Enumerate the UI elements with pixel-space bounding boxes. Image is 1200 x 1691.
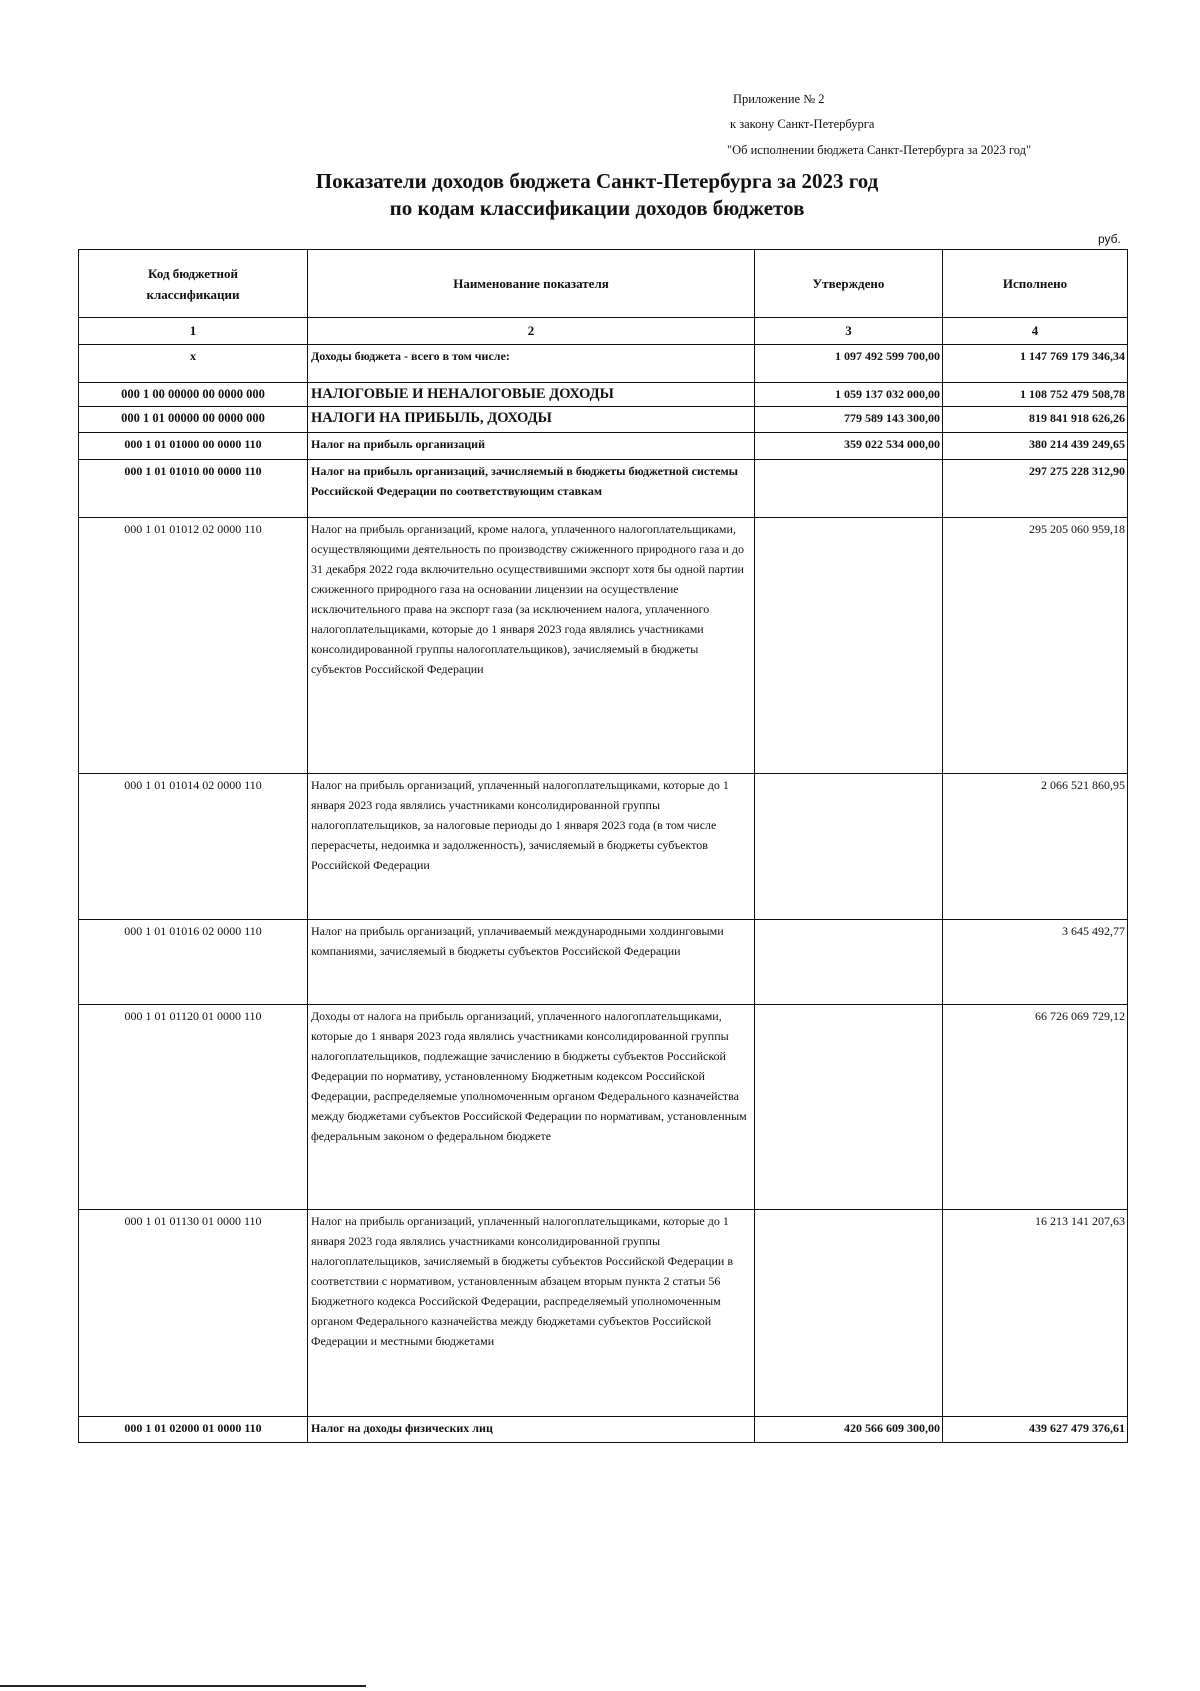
- row-name: Налог на прибыль организаций, уплаченный налогоплательщиками, которые до 1 января 2023 года являлись участниками консолидированной группы налогоплательщиков, зачисляемый в бюджеты субъектов Российской Федерации в соответствии с нормативом, установленным абзацем вторым пункта 2 статьи 56 Бюджетного кодекса Российской Федерации, распределяемый уполномоченным органом Федерального казначейства между бюджетами субъектов Российской Федерации и местными бюджетами: [308, 1210, 755, 1417]
- column-number-row: [79, 318, 1128, 345]
- appendix-law-title: "Об исполнении бюджета Санкт-Петербурга за 2023 год": [727, 143, 1032, 157]
- table-row: [79, 345, 1128, 383]
- row-approved: 779 589 143 300,00: [755, 407, 943, 433]
- appendix-law-ref: к закону Санкт-Петербурга: [730, 117, 875, 131]
- table-row: [79, 460, 1128, 518]
- row-code: 000 1 00 00000 00 0000 000: [79, 383, 308, 407]
- row-code: 000 1 01 02000 01 0000 110: [79, 1417, 308, 1443]
- table-row: [79, 1210, 1128, 1417]
- row-name: Доходы от налога на прибыль организаций, уплаченного налогоплательщиками, которые до 1 января 2023 года являлись участниками консолидированной группы налогоплательщиков, подлежащие зачислению в бюджеты субъектов Российской Федерации по нормативу, установленному Бюджетным кодексом Российской Федерации, распределяемые уполномоченным органом Федерального казначейства между бюджетами субъектов Российской Федерации по нормативам, установленным федеральным законом о федеральном бюджете: [308, 1005, 755, 1210]
- row-approved: 420 566 609 300,00: [755, 1417, 943, 1443]
- row-approved: 1 097 492 599 700,00: [755, 345, 943, 383]
- row-name: Доходы бюджета - всего в том числе:: [308, 345, 755, 383]
- table-row: [79, 383, 1128, 407]
- row-executed: 66 726 069 729,12: [943, 1005, 1128, 1210]
- header-executed: Исполнено: [943, 250, 1128, 318]
- table-row: [79, 774, 1128, 920]
- row-approved: 359 022 534 000,00: [755, 433, 943, 460]
- column-number: 2: [308, 318, 755, 345]
- row-code: 000 1 01 01130 01 0000 110: [79, 1210, 308, 1417]
- row-name: Налог на прибыль организаций, уплачиваемый международными холдинговыми компаниями, зачисляемый в бюджеты субъектов Российской Федерации: [308, 920, 755, 1005]
- row-approved: [755, 920, 943, 1005]
- header-name: Наименование показателя: [308, 250, 755, 318]
- table-row: [79, 920, 1128, 1005]
- row-code: 000 1 01 01120 01 0000 110: [79, 1005, 308, 1210]
- row-code: 000 1 01 01012 02 0000 110: [79, 518, 308, 774]
- row-approved: [755, 774, 943, 920]
- row-name: Налог на прибыль организаций: [308, 433, 755, 460]
- row-name: НАЛОГОВЫЕ И НЕНАЛОГОВЫЕ ДОХОДЫ: [308, 383, 755, 407]
- table-row: [79, 433, 1128, 460]
- row-name: Налог на прибыль организаций, кроме налога, уплаченного налогоплательщиками, осуществляющими деятельность по производству сжиженного природного газа и до 31 декабря 2022 года включительно осуществившими экспорт хотя бы одной партии сжиженного природного газа на основании лицензии на осуществление исключительного права на экспорт газа (за исключением налога, уплаченного налогоплательщиками, которые до 1 января 2023 года являлись участниками консолидированной группы налогоплательщиков), зачисляемый в бюджеты субъектов Российской Федерации: [308, 518, 755, 774]
- row-name: Налог на прибыль организаций, зачисляемый в бюджеты бюджетной системы Российской Федерации по соответствующим ставкам: [308, 460, 755, 518]
- row-name: НАЛОГИ НА ПРИБЫЛЬ, ДОХОДЫ: [308, 407, 755, 433]
- table-row: [79, 1417, 1128, 1443]
- row-executed: 1 108 752 479 508,78: [943, 383, 1128, 407]
- row-approved: [755, 460, 943, 518]
- row-code: 000 1 01 01016 02 0000 110: [79, 920, 308, 1005]
- row-code: 000 1 01 01014 02 0000 110: [79, 774, 308, 920]
- row-executed: 819 841 918 626,26: [943, 407, 1128, 433]
- column-number: 4: [943, 318, 1128, 345]
- row-executed: 2 066 521 860,95: [943, 774, 1128, 920]
- row-approved: [755, 518, 943, 774]
- row-executed: 439 627 479 376,61: [943, 1417, 1128, 1443]
- row-executed: 16 213 141 207,63: [943, 1210, 1128, 1417]
- row-executed: 297 275 228 312,90: [943, 460, 1128, 518]
- row-executed: 295 205 060 959,18: [943, 518, 1128, 774]
- table-row: [79, 407, 1128, 433]
- income-table: [78, 249, 1128, 1443]
- row-executed: 380 214 439 249,65: [943, 433, 1128, 460]
- row-name: Налог на доходы физических лиц: [308, 1417, 755, 1443]
- row-code: x: [79, 345, 308, 383]
- column-number: 1: [79, 318, 308, 345]
- row-code: 000 1 01 01000 00 0000 110: [79, 433, 308, 460]
- row-executed: 3 645 492,77: [943, 920, 1128, 1005]
- page-subtitle: по кодам классификации доходов бюджетов: [389, 196, 805, 220]
- row-approved: 1 059 137 032 000,00: [755, 383, 943, 407]
- table-row: [79, 518, 1128, 774]
- row-executed: 1 147 769 179 346,34: [943, 345, 1128, 383]
- currency-unit: руб.: [1098, 232, 1121, 246]
- appendix-number: Приложение № 2: [733, 92, 825, 106]
- column-number: 3: [755, 318, 943, 345]
- row-approved: [755, 1210, 943, 1417]
- table-header-row: [79, 250, 1128, 318]
- header-code: Код бюджетной классификации: [79, 250, 308, 318]
- page-title: Показатели доходов бюджета Санкт-Петербурга за 2023 год: [315, 169, 879, 193]
- table-row: [79, 1005, 1128, 1210]
- row-code: 000 1 01 00000 00 0000 000: [79, 407, 308, 433]
- row-code: 000 1 01 01010 00 0000 110: [79, 460, 308, 518]
- row-approved: [755, 1005, 943, 1210]
- bottom-scan-line: [0, 1685, 366, 1687]
- header-approved: Утверждено: [755, 250, 943, 318]
- row-name: Налог на прибыль организаций, уплаченный налогоплательщиками, которые до 1 января 2023 года являлись участниками консолидированной группы налогоплательщиков, за налоговые периоды до 1 января 2023 года (в том числе перерасчеты, недоимка и задолженность), зачисляемый в бюджеты субъектов Российской Федерации: [308, 774, 755, 920]
